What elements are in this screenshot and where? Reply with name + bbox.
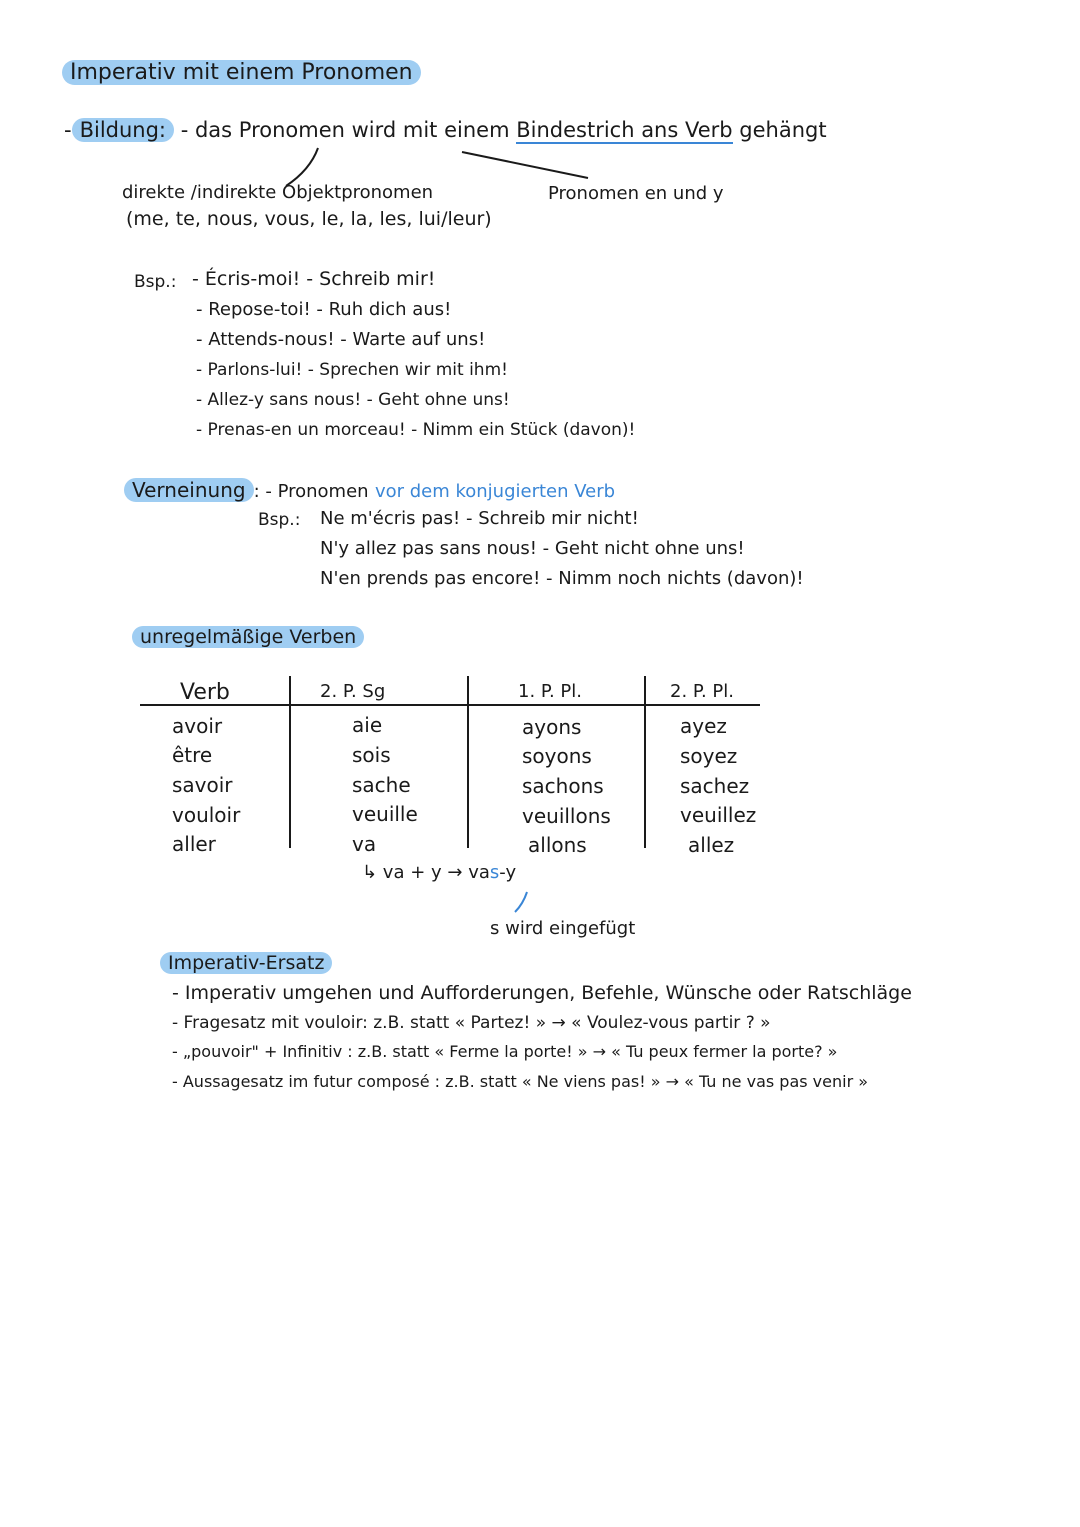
table-cell: va (352, 832, 377, 856)
table-cell: veuille (352, 802, 418, 826)
ersatz-title: Imperativ-Ersatz (160, 952, 332, 974)
s-note-arrow (505, 888, 535, 918)
ersatz-item: - „pouvoir" + Infinitiv : z.B. statt « Ferme la porte! » → « Tu peux fermer la porte? » (172, 1042, 838, 1061)
verneinung-ex-label: Bsp.: (258, 510, 301, 530)
table-cell: veuillons (522, 804, 611, 828)
va-y-note: ↳ va + y → vas-y (362, 862, 517, 883)
table-header: 1. P. Pl. (518, 681, 582, 702)
table-cell: aie (352, 713, 383, 737)
irregular-title: unregelmäßige Verben (132, 626, 364, 648)
table-header: 2. P. Sg (320, 681, 386, 702)
table-cell: vouloir (172, 803, 241, 827)
ersatz-item: - Aussagesatz im futur composé : z.B. statt « Ne viens pas! » → « Tu ne vas pas venir » (172, 1072, 869, 1091)
table-cell: allez (688, 833, 735, 857)
verneinung-label: Verneinung (124, 478, 254, 502)
ersatz-item: - Fragesatz mit vouloir: z.B. statt « Partez! » → « Voulez-vous partir ? » (172, 1013, 771, 1033)
left-branch-list: (me, te, nous, vous, le, la, les, lui/leur) (126, 208, 492, 230)
table-cell: être (172, 743, 213, 767)
examples-label: Bsp.: (134, 272, 177, 292)
table-cell: soyez (680, 744, 738, 768)
table-cell: sois (352, 743, 391, 767)
bildung-underlined: Bindestrich ans Verb (516, 118, 733, 142)
table-cell: soyons (522, 744, 592, 768)
table-divider (644, 676, 646, 848)
table-divider (467, 676, 469, 848)
example-item: - Écris-moi! - Schreib mir! (192, 268, 436, 290)
example-item: - Repose-toi! - Ruh dich aus! (196, 299, 452, 320)
verneinung-line: Verneinung : - Pronomen vor dem konjugierten Verb (124, 478, 615, 502)
table-cell: ayons (522, 715, 582, 739)
table-divider (289, 676, 291, 848)
table-header: 2. P. Pl. (670, 681, 734, 702)
verneinung-item: N'y allez pas sans nous! - Geht nicht ohne uns! (320, 538, 745, 559)
table-cell: savoir (172, 773, 233, 797)
table-header: Verb (180, 680, 230, 705)
verneinung-item: N'en prends pas encore! - Nimm noch nichts (davon)! (320, 568, 804, 589)
bildung-line: - Bildung: - das Pronomen wird mit einem Bindestrich ans Verb gehängt (64, 118, 827, 142)
example-item: - Parlons-lui! - Sprechen wir mit ihm! (196, 360, 508, 380)
bildung-label: Bildung: (72, 118, 174, 142)
example-item: - Prenas-en un morceau! - Nimm ein Stück (davon)! (196, 420, 636, 440)
table-cell: aller (172, 832, 216, 856)
verneinung-rule-blue: vor dem konjugierten Verb (374, 481, 616, 502)
table-cell: allons (528, 833, 587, 857)
right-branch-label: Pronomen en und y (548, 183, 724, 204)
s-inserted-note: s wird eingefügt (490, 918, 636, 939)
table-cell: sache (352, 773, 411, 797)
table-cell: ayez (680, 714, 727, 738)
table-cell: sachons (522, 774, 604, 798)
table-header-rule (140, 704, 760, 706)
example-item: - Allez-y sans nous! - Geht ohne uns! (196, 390, 510, 410)
left-branch-label: direkte /indirekte Objektpronomen (122, 182, 434, 203)
ersatz-item: - Imperativ umgehen und Aufforderungen, Befehle, Wünsche oder Ratschläge (172, 982, 912, 1004)
table-cell: sachez (680, 774, 750, 798)
table-cell: avoir (172, 714, 223, 738)
example-item: - Attends-nous! - Warte auf uns! (196, 329, 486, 350)
table-cell: veuillez (680, 803, 757, 827)
page-title: Imperativ mit einem Pronomen (62, 60, 421, 85)
verneinung-item: Ne m'écris pas! - Schreib mir nicht! (320, 508, 639, 529)
